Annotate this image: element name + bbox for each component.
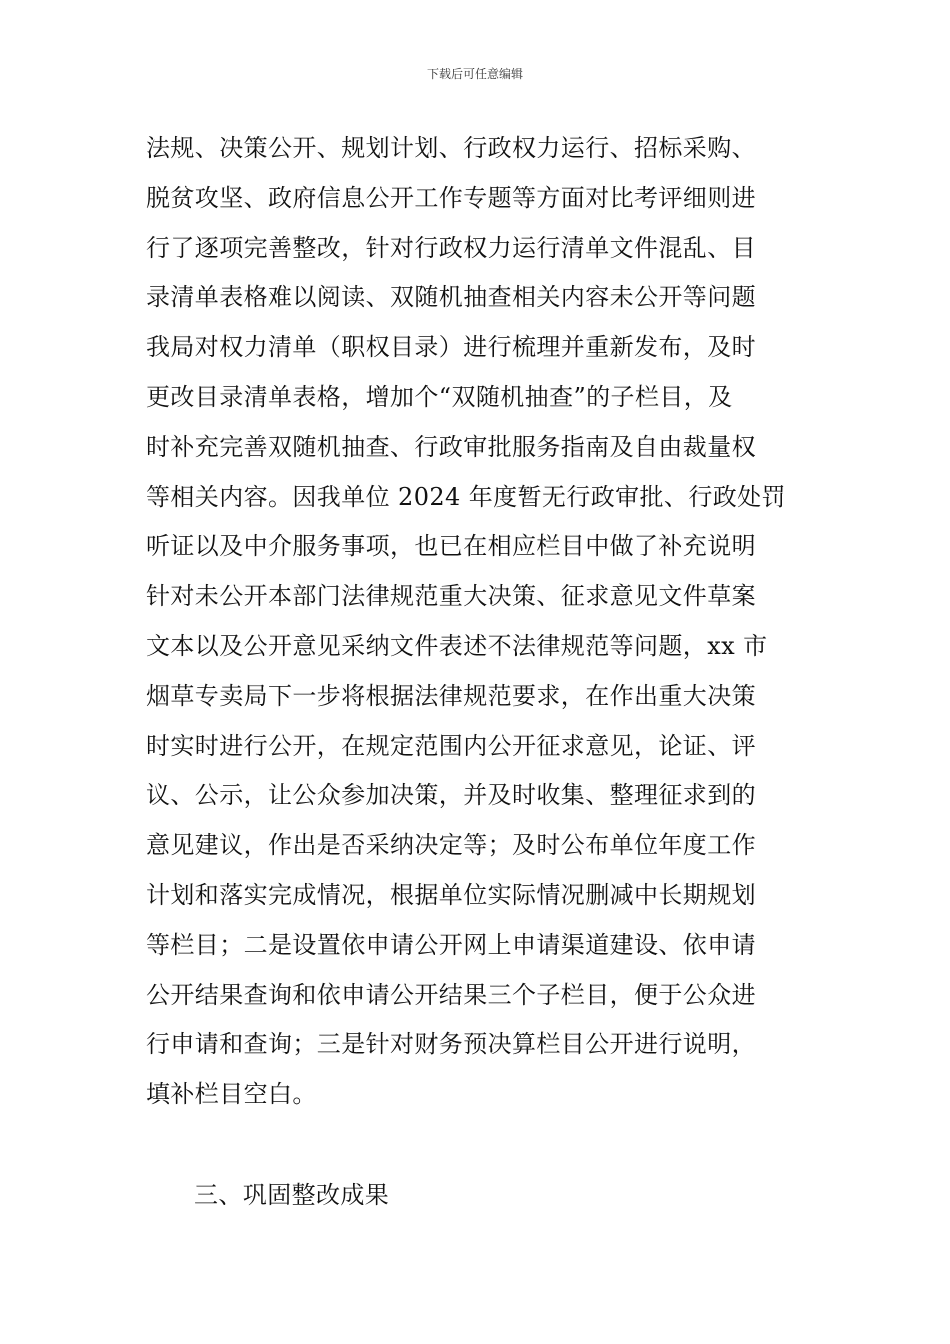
text-line: 时补充完善双随机抽查、行政审批服务指南及自由裁量权 bbox=[146, 432, 756, 461]
text-line: 脱贫攻坚、政府信息公开工作专题等方面对比考评细则进 bbox=[146, 183, 756, 212]
text-line: 填补栏目空白。 bbox=[146, 1080, 317, 1109]
text-line: 行了逐项完善整改，针对行政权力运行清单文件混乱、目 bbox=[146, 233, 756, 262]
text-line: 等栏目；二是设置依申请公开网上申请渠道建设、依申请 bbox=[146, 930, 756, 959]
text-line: 文本以及公开意见采纳文件表述不法律规范等问题，xx 市 bbox=[146, 631, 768, 660]
text-line: 等相关内容。因我单位 2024 年度暂无行政审批、行政处罚 bbox=[146, 482, 786, 511]
text-line: 计划和落实完成情况，根据单位实际情况删减中长期规划 bbox=[146, 880, 756, 909]
text-line: 公开结果查询和依申请公开结果三个子栏目，便于公众进 bbox=[146, 980, 756, 1009]
text-line: 烟草专卖局下一步将根据法律规范要求，在作出重大决策 bbox=[146, 681, 756, 710]
text-line: 听证以及中介服务事项，也已在相应栏目中做了补充说明 bbox=[146, 532, 756, 561]
text-line: 议、公示，让公众参加决策，并及时收集、整理征求到的 bbox=[146, 781, 756, 810]
text-line: 行申请和查询；三是针对财务预决算栏目公开进行说明， bbox=[146, 1030, 756, 1059]
page-header-note: 下载后可任意编辑 bbox=[426, 67, 523, 81]
text-line: 针对未公开本部门法律规范重大决策、征求意见文件草案 bbox=[146, 582, 756, 611]
body-paragraph bbox=[146, 124, 810, 1120]
text-line: 意见建议，作出是否采纳决定等；及时公布单位年度工作 bbox=[146, 831, 756, 860]
section-heading: 三、巩固整改成果 bbox=[194, 1181, 390, 1209]
text-line: 我局对权力清单（职权目录）进行梳理并重新发布，及时 bbox=[146, 333, 756, 362]
text-line: 法规、决策公开、规划计划、行政权力运行、招标采购、 bbox=[146, 134, 756, 162]
text-line: 录清单表格难以阅读、双随机抽查相关内容未公开等问题 bbox=[146, 283, 756, 312]
text-line: 时实时进行公开，在规定范围内公开征求意见，论证、评 bbox=[146, 731, 756, 760]
text-line: 更改目录清单表格，增加个“双随机抽查”的子栏目，及 bbox=[146, 382, 733, 411]
